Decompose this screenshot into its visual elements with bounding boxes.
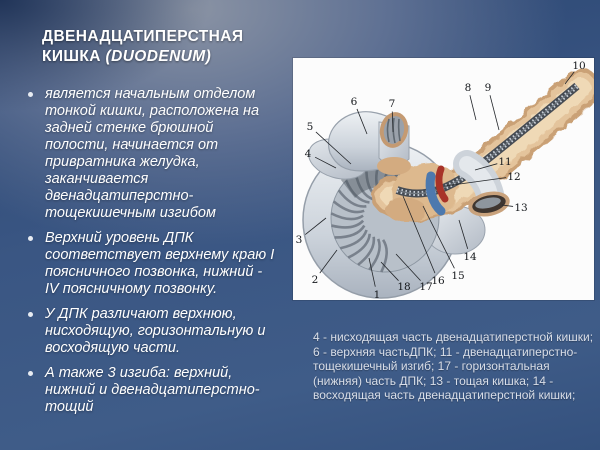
figure-label-1: 1 [373, 289, 381, 300]
figure-label-5: 5 [306, 121, 314, 133]
bullet-item: А также 3 изгиба: верхний, нижний и двенадцатиперстно-тощий [26, 365, 278, 416]
figure-label-13: 13 [514, 202, 528, 214]
figure-label-12: 12 [507, 171, 521, 183]
figure-label-16: 16 [431, 275, 445, 287]
anatomy-figure [293, 58, 594, 300]
figure-label-11: 11 [498, 156, 512, 168]
figure-label-8: 8 [464, 82, 472, 94]
figure-label-7: 7 [388, 98, 396, 110]
figure-label-10: 10 [572, 60, 586, 72]
figure-caption: 4 - нисходящая часть двенадцатиперстной кишки; 6 - верхняя частьДПК; 11 - двенадцатиперстно-тощекишечный изгиб; 17 - горизонтальная (нижняя) часть ДПК; 13 - тощая кишка; 14 - восходящая часть двенадцатиперстной кишки; [313, 330, 594, 402]
slide-title [42, 27, 272, 67]
figure-label-4: 4 [304, 148, 312, 160]
bullet-item: У ДПК различают верхнюю, нисходящую, горизонтальную и восходящую части. [26, 306, 278, 357]
slide-title-russian: ДВЕНАДЦАТИПЕРСТНАЯ КИШКА [42, 28, 244, 65]
bullet-item: является начальным отделом тонкой кишки, расположена на задней стенке брюшной полости, начинается от привратника желудка, заканчивается двенадцатиперстно-тощекишечным изгибом [26, 86, 278, 222]
figure-label-17: 17 [419, 281, 433, 293]
figure-label-15: 15 [451, 270, 465, 282]
figure-label-2: 2 [311, 274, 319, 286]
figure-label-6: 6 [350, 96, 358, 108]
duodenum-illustration [293, 58, 594, 300]
leader-line [470, 95, 476, 120]
leader-line [490, 95, 499, 130]
figure-label-3: 3 [295, 234, 303, 246]
figure-label-14: 14 [463, 251, 477, 263]
figure-label-18: 18 [397, 281, 411, 293]
figure-label-9: 9 [484, 82, 492, 94]
bullet-list [26, 86, 278, 424]
slide-title-latin: (DUODENUM) [105, 48, 212, 65]
bullet-item: Верхний уровень ДПК соответствует верхнему краю I поясничного позвонка, нижний - IV поясничному позвонку. [26, 230, 278, 298]
